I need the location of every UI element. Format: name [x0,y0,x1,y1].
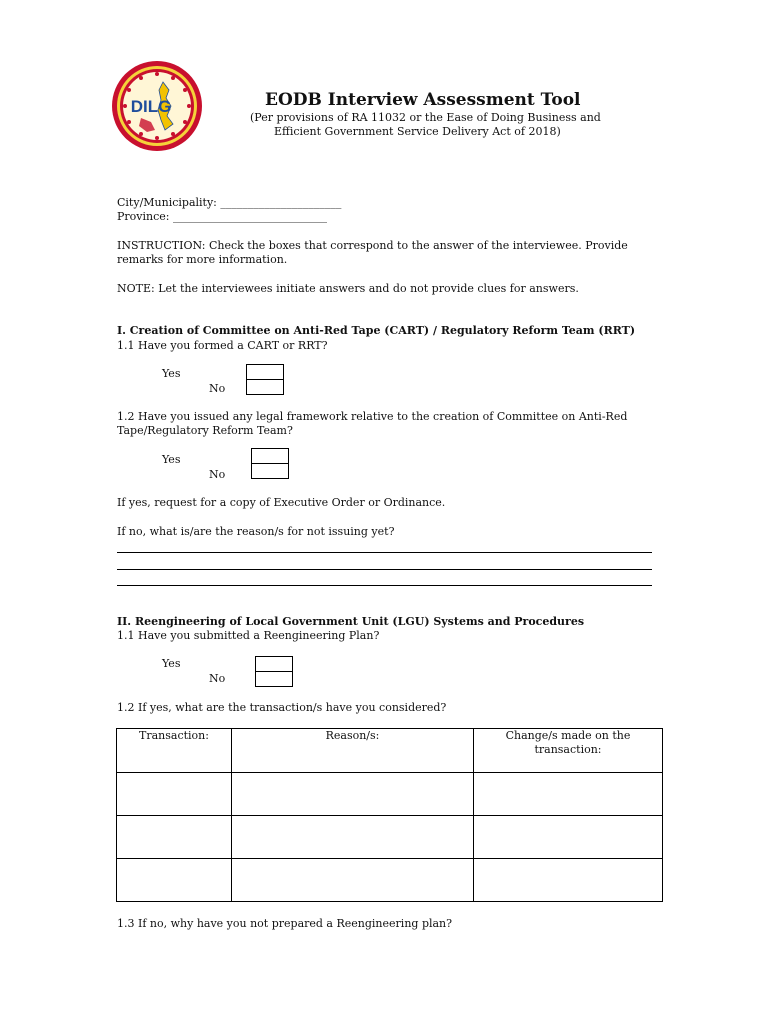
page-subtitle-line2: Efficient Government Service Delivery Act of 2018) [274,125,561,138]
page-subtitle-line1: (Per provisions of RA 11032 or the Ease of Doing Business and [250,111,601,124]
section1-q1-no-label: No [209,382,226,395]
table-cell-reason[interactable] [232,773,474,816]
column-header-reason: Reason/s: [232,729,474,773]
instruction-text-line1: INSTRUCTION: Check the boxes that correspond to the answer of the interviewee. Provide [117,239,628,252]
table-cell-transaction[interactable] [117,816,232,859]
column-header-transaction: Transaction: [117,729,232,773]
section2-q2: 1.2 If yes, what are the transaction/s have you considered? [117,701,447,714]
section2-q1-no-checkbox[interactable] [255,671,293,687]
section2-q1-yes-checkbox[interactable] [255,656,293,672]
table-row [117,773,663,816]
page-title: EODB Interview Assessment Tool [265,90,581,110]
section1-q2-yes-label: Yes [162,453,181,466]
answer-line-3[interactable] [117,585,652,586]
dilg-seal-icon [111,60,203,152]
table-cell-reason[interactable] [232,859,474,902]
section2-q3: 1.3 If no, why have you not prepared a Reengineering plan? [117,917,453,930]
table-cell-change[interactable] [474,773,663,816]
table-cell-change[interactable] [474,859,663,902]
section1-q1: 1.1 Have you formed a CART or RRT? [117,339,328,352]
section1-heading: I. Creation of Committee on Anti-Red Tape (CART) / Regulatory Reform Team (RRT) [117,324,636,337]
section1-q1-checkboxes [246,364,284,394]
column-header-change: Change/s made on the transaction: [474,729,663,773]
note-text: NOTE: Let the interviewees initiate answers and do not provide clues for answers. [117,282,579,295]
section1-if-yes-text: If yes, request for a copy of Executive Order or Ordinance. [117,496,446,509]
table-header-row [117,729,663,773]
answer-line-2[interactable] [117,569,652,570]
section1-if-no-text: If no, what is/are the reason/s for not issuing yet? [117,525,395,538]
section1-q1-yes-checkbox[interactable] [246,364,284,380]
section1-q2-line1: 1.2 Have you issued any legal framework relative to the creation of Committee on Anti-Red [117,410,628,423]
section1-q2-checkboxes [251,448,289,478]
city-municipality-field[interactable]: City/Municipality: ______________________ [117,196,342,209]
section2-q1-no-label: No [209,672,226,685]
transactions-table [116,728,663,902]
section1-q2-line2: Tape/Regulatory Reform Team? [117,424,293,437]
province-field[interactable]: Province: ____________________________ [117,210,327,223]
instruction-text-line2: remarks for more information. [117,253,288,266]
dilg-logo [111,60,203,152]
section2-q1-yes-label: Yes [162,657,181,670]
section2-heading: II. Reengineering of Local Government Unit (LGU) Systems and Procedures [117,615,585,628]
table-row [117,859,663,902]
section1-q2-no-checkbox[interactable] [251,463,289,479]
section1-q1-yes-label: Yes [162,367,181,380]
svg-text:DILG: DILG [130,97,172,116]
section2-q1: 1.1 Have you submitted a Reengineering Plan? [117,629,380,642]
table-cell-transaction[interactable] [117,859,232,902]
section1-q1-no-checkbox[interactable] [246,379,284,395]
table-cell-transaction[interactable] [117,773,232,816]
table-cell-reason[interactable] [232,816,474,859]
table-row [117,816,663,859]
answer-line-1[interactable] [117,552,652,553]
table-cell-change[interactable] [474,816,663,859]
section1-q2-no-label: No [209,468,226,481]
section1-q2-yes-checkbox[interactable] [251,448,289,464]
section2-q1-checkboxes [255,656,293,686]
